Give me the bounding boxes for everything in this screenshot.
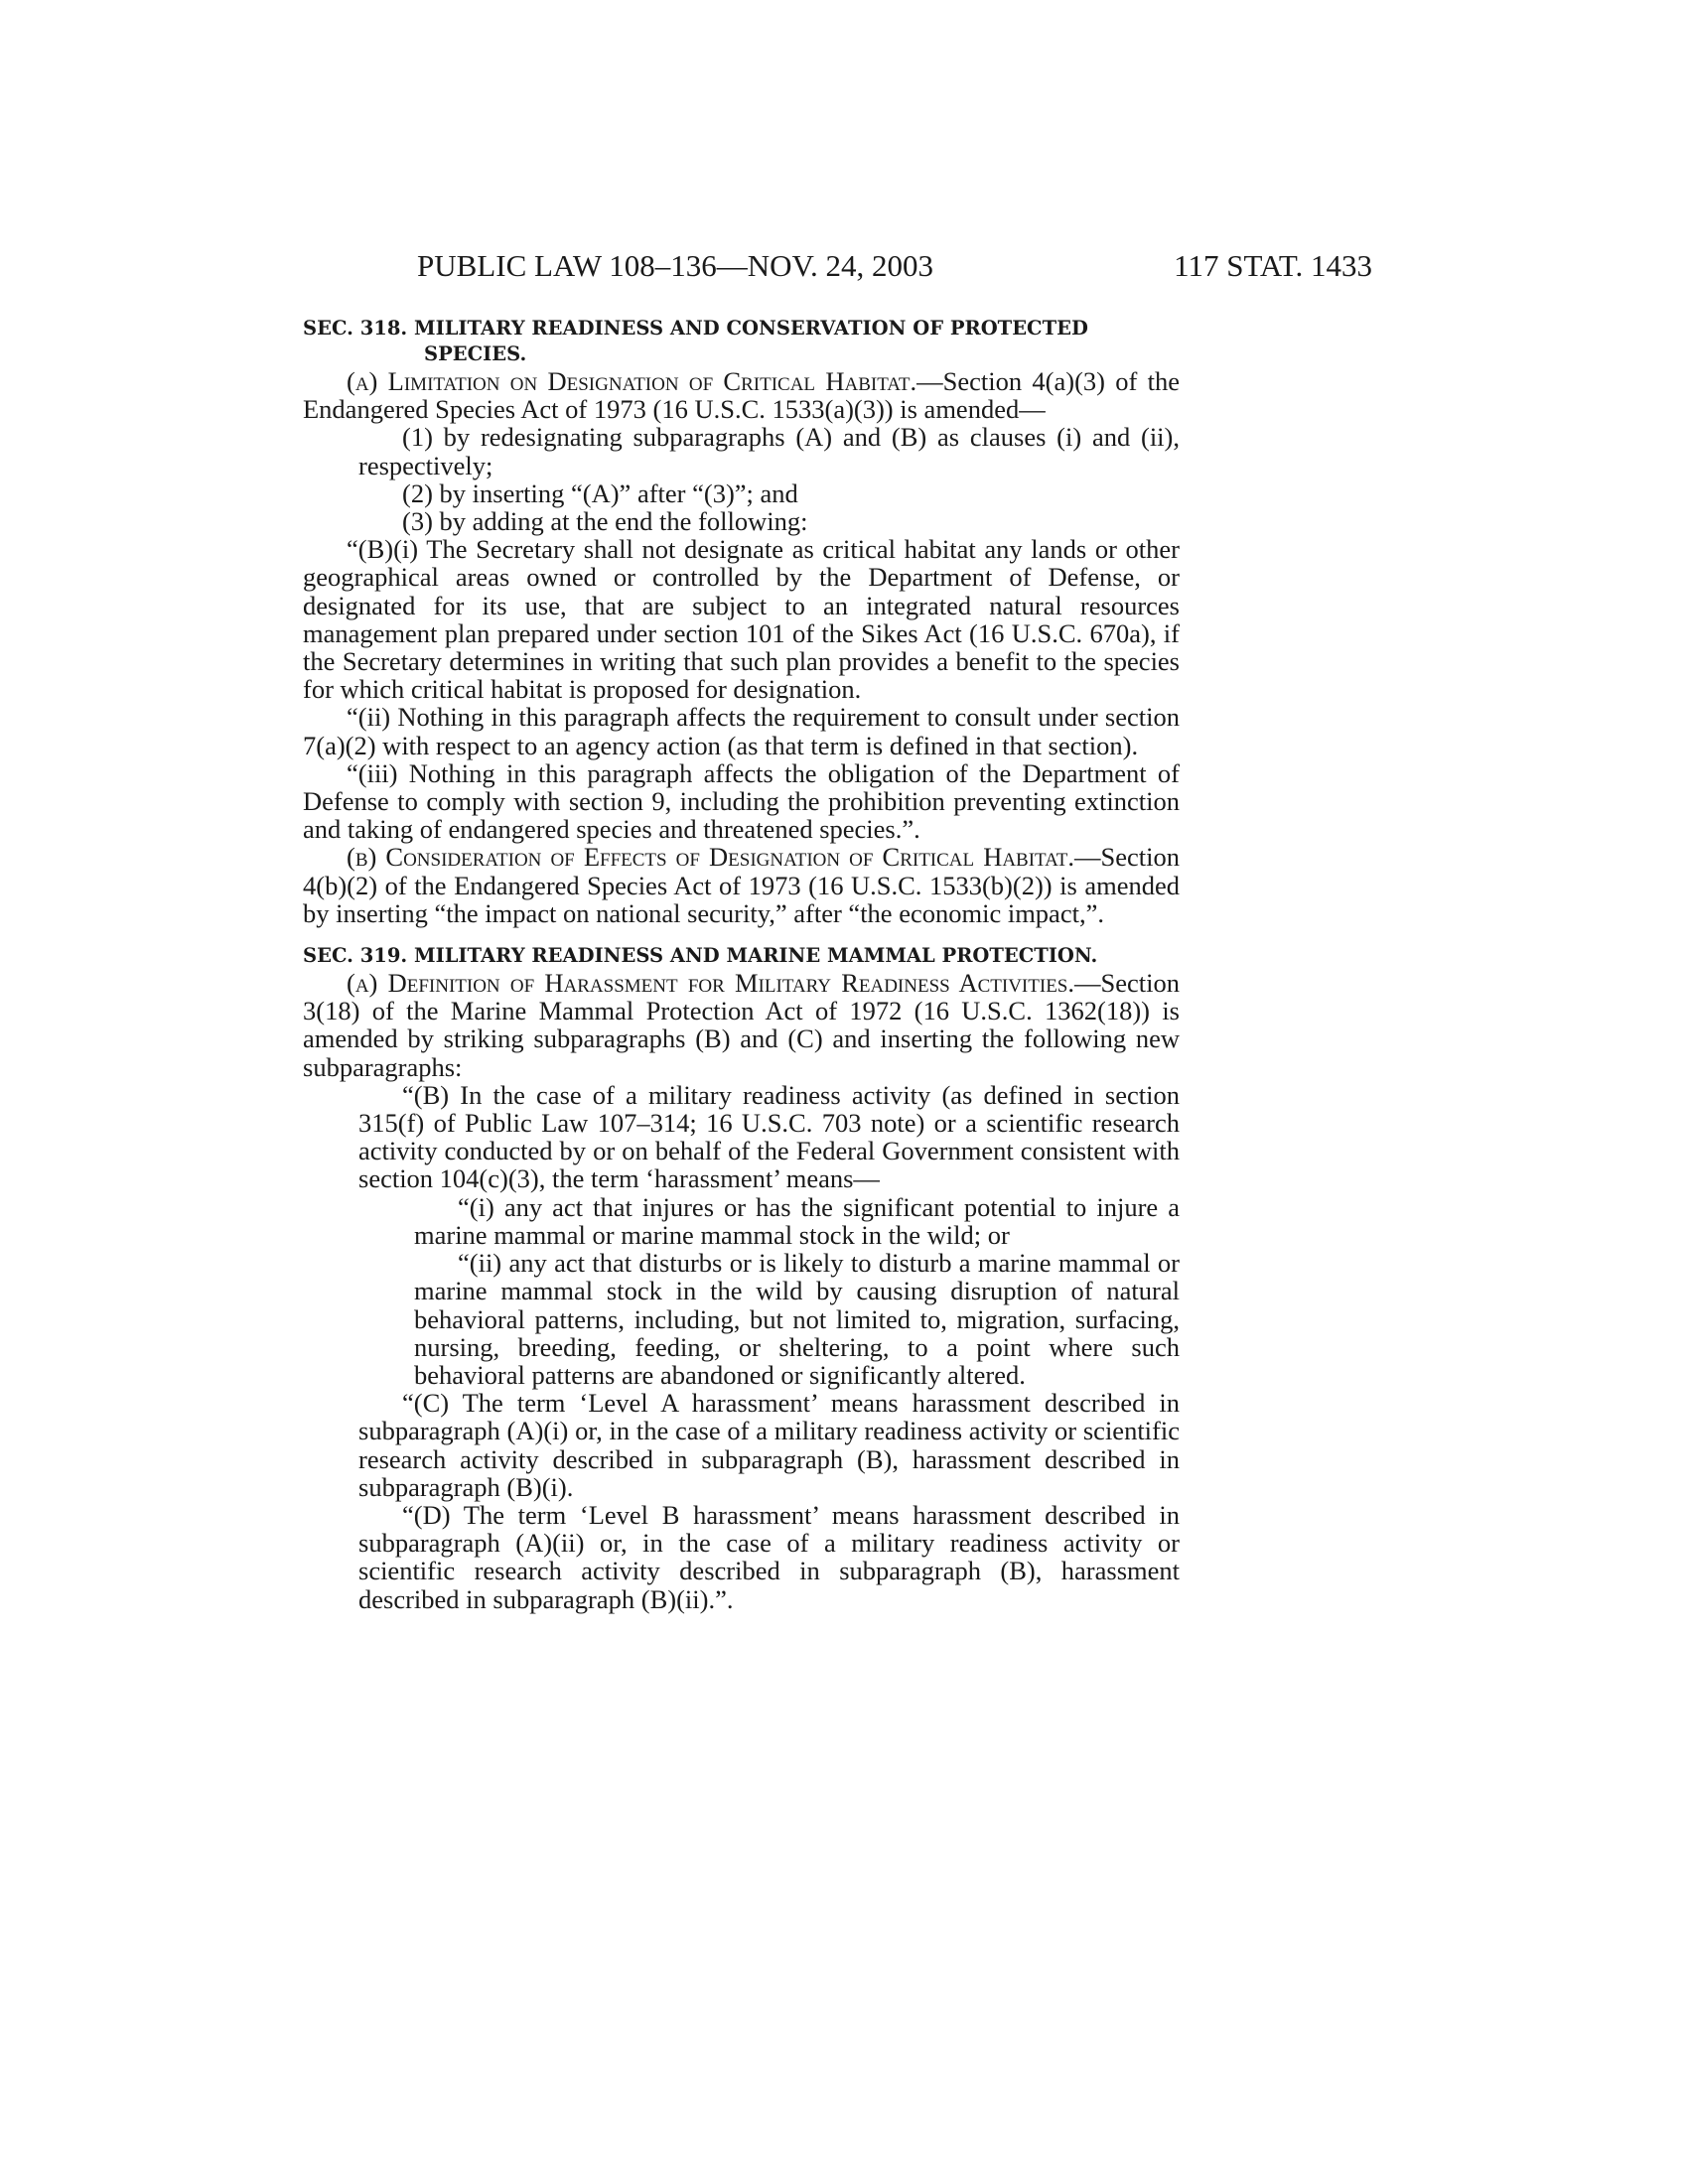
- subsection-a-text: —Section 3(18) of the Marine Mammal Protection Act of 1972 (16 U.S.C. 1362(18)) is amended by striking subparagraphs (B) and (C) and inserting the following new subparagraphs:: [303, 968, 1180, 1082]
- amendment-item-3: (3) by adding at the end the following:: [402, 506, 808, 537]
- quoted-subparagraph-b: “(B) In the case of a military readiness activity (as defined in section 315(f) of Public Law 107–314; 16 U.S.C. 703 note) or a scientific research activity conducted by or on behalf of the Federal Government consistent with section 104(c)(3), the term ‘harassment’ means—: [358, 1079, 1180, 1194]
- section-318-subsection-b: [303, 843, 1180, 927]
- section-319-heading: SEC. 319. MILITARY READINESS AND MARINE MAMMAL PROTECTION.: [303, 944, 1098, 968]
- quoted-clause-b-ii: “(ii) any act that disturbs or is likely to disturb a marine mammal or marine mammal stock in the wild by causing disruption of natural behavioral patterns, including, but not limited to, migration, surfacing, nursing, breeding, feeding, or sheltering, to a point where such behavioral patterns are abandoned or significantly altered.: [414, 1248, 1180, 1390]
- header-public-law: PUBLIC LAW 108–136—NOV. 24, 2003: [417, 248, 933, 283]
- quoted-clause-b-i: “(i) any act that injures or has the significant potential to injure a marine mammal or marine mammal stock in the wild; or: [414, 1191, 1180, 1250]
- section-318-heading: SEC. 318. MILITARY READINESS AND CONSERVATION OF PROTECTED SPECIES.: [303, 317, 1088, 365]
- amendment-item-2: (2) by inserting “(A)” after “(3)”; and: [402, 478, 798, 508]
- section-spacer: [303, 927, 1180, 943]
- subsection-a-caption: (a) Limitation on Designation of Critical Habitat.: [347, 366, 917, 396]
- quoted-clause-ii: “(ii) Nothing in this paragraph affects the requirement to consult under section 7(a)(2) with respect to an agency action (as that term is defined in that section).: [303, 702, 1180, 760]
- quoted-clause-b-i: “(B)(i) The Secretary shall not designate as critical habitat any lands or other geographical areas owned or controlled by the Department of Defense, or designated for its use, that are subject to an integrated natural resources management plan prepared under section 101 of the Sikes Act (16 U.S.C. 670a), if the Secretary determines in writing that such plan provides a benefit to the species for which critical habitat is proposed for designation.: [303, 534, 1180, 705]
- subsection-a-caption: (a) Definition of Harassment for Military Readiness Activities.: [347, 968, 1074, 999]
- section-318-subsection-a: [303, 367, 1180, 423]
- subsection-b-caption: (b) Consideration of Effects of Designation of Critical Habitat.: [347, 842, 1074, 873]
- section-319-subsection-a: [303, 969, 1180, 1081]
- quoted-subparagraph-d: “(D) The term ‘Level B harassment’ means harassment described in subparagraph (A)(ii) or, in the case of a military readiness activity or scientific research activity described in subparagraph (B), harassment described in subparagraph (B)(ii).”.: [358, 1499, 1180, 1614]
- header-stat-page: 117 STAT. 1433: [1174, 248, 1372, 283]
- subsection-a-text: —Section 4(a)(3) of the Endangered Species Act of 1973 (16 U.S.C. 1533(a)(3)) is amended—: [303, 366, 1180, 425]
- quoted-subparagraph-c: “(C) The term ‘Level A harassment’ means harassment described in subparagraph (A)(i) or, in the case of a military readiness activity or scientific research activity described in subparagraph (B), harassment described in subparagraph (B)(i).: [358, 1388, 1180, 1502]
- subsection-b-text: —Section 4(b)(2) of the Endangered Species Act of 1973 (16 U.S.C. 1533(b)(2)) is amended by inserting “the impact on national security,” after “the economic impact,”.: [303, 842, 1180, 928]
- running-header: [417, 248, 1372, 288]
- amendment-item-1: (1) by redesignating subparagraphs (A) and (B) as clauses (i) and (ii), respectively;: [358, 422, 1180, 480]
- quoted-clause-iii: “(iii) Nothing in this paragraph affects the obligation of the Department of Defense to comply with section 9, including the prohibition preventing extinction and taking of endangered species and threatened species.”.: [303, 757, 1180, 845]
- document-body: [303, 316, 1180, 1613]
